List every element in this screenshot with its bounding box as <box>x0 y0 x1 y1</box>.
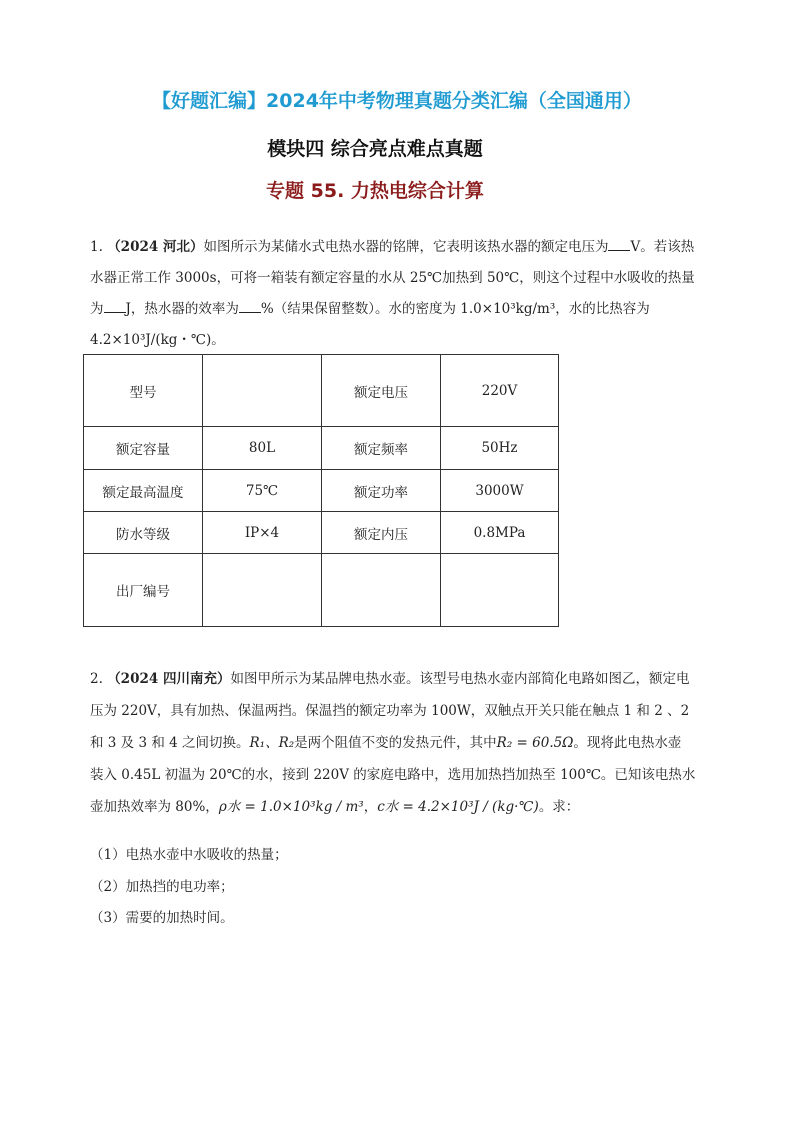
table-cell: 额定内压 <box>322 512 441 554</box>
table-cell <box>441 554 559 627</box>
answer-blank[interactable] <box>239 300 261 313</box>
table-cell: 额定电压 <box>322 355 441 427</box>
question-text: 是两个阻值不变的发热元件，其中 <box>294 735 497 751</box>
sub-question: （3）需要的加热时间。 <box>90 910 234 926</box>
question-text: V。若该热 <box>630 239 695 255</box>
table-row <box>84 470 559 512</box>
question-text: 如图甲所示为某品牌电热水壶。该型号电热水壶内部简化电路如图乙，额定电 <box>230 671 690 687</box>
table-cell: 额定容量 <box>84 427 203 470</box>
question-text: %（结果保留整数）。水的密度为 1.0×10³kg/m³，水的比热容为 <box>260 301 650 317</box>
question-text: 压为 220V，具有加热、保温两挡。保温挡的额定功率为 100W，双触点开关只能在触点 1 和 2 、2 <box>90 703 690 719</box>
question-text: 和 3 及 3 和 4 之间切换。 <box>90 735 250 751</box>
table-cell <box>322 554 441 627</box>
collection-title: 【好题汇编】2024年中考物理真题分类汇编（全国通用） <box>152 90 642 112</box>
table-cell: IP×4 <box>203 512 322 554</box>
table-row <box>84 554 559 627</box>
formula: R₂ = 60.5Ω <box>496 735 574 751</box>
question-text: ， <box>363 799 378 815</box>
table-row <box>84 355 559 427</box>
answer-blank[interactable] <box>608 238 630 251</box>
question-source: （2024 河北） <box>107 239 204 255</box>
table-cell <box>203 554 322 627</box>
table-cell: 220V <box>441 355 559 427</box>
table-cell: 型号 <box>84 355 203 427</box>
table-cell <box>203 355 322 427</box>
table-cell: 额定功率 <box>322 470 441 512</box>
question-text: 。求： <box>538 799 580 815</box>
table-cell: 出厂编号 <box>84 554 203 627</box>
table-cell: 3000W <box>441 470 559 512</box>
table-cell: 0.8MPa <box>441 512 559 554</box>
question-text: 为 <box>90 301 104 317</box>
answer-blank[interactable] <box>104 300 126 313</box>
question-text: 如图所示为某储水式电热水器的铭牌，它表明该热水器的额定电压为 <box>203 239 609 255</box>
topic-title: 专题 55. 力热电综合计算 <box>266 180 484 202</box>
table-row <box>84 512 559 554</box>
question-text: 水器正常工作 3000s，可将一箱装有额定容量的水从 25℃加热到 50℃，则这个过程中水吸收的热量 <box>90 270 695 286</box>
formula: c水 = 4.2×10³J / (kg·℃) <box>377 799 539 815</box>
module-title: 模块四 综合亮点难点真题 <box>267 138 483 160</box>
question-text: J，热水器的效率为 <box>125 301 239 317</box>
question-text: 。现将此电热水壶 <box>573 735 682 751</box>
table-cell: 额定最高温度 <box>84 470 203 512</box>
nameplate-table <box>83 354 559 627</box>
table-cell: 防水等级 <box>84 512 203 554</box>
formula: ρ水 = 1.0×10³kg / m³ <box>218 799 364 815</box>
question-2 <box>90 663 715 823</box>
question-source: （2024 四川南充） <box>107 671 231 687</box>
sub-question: （1）电热水壶中水吸收的热量； <box>90 847 288 863</box>
question-number: 1. <box>90 239 103 255</box>
question-text: 4.2×10³J/(kg・℃)。 <box>90 332 225 348</box>
question-number: 2. <box>90 671 103 687</box>
table-cell: 75℃ <box>203 470 322 512</box>
question-text: 装入 0.45L 初温为 20℃的水，接到 220V 的家庭电路中，选用加热挡加热至 100℃。已知该电热水 <box>90 767 696 783</box>
sub-question: （2）加热挡的电功率； <box>90 879 234 895</box>
formula: R₁、R₂ <box>249 735 295 751</box>
table-cell: 50Hz <box>441 427 559 470</box>
question-1 <box>90 232 715 356</box>
question-text: 壶加热效率为 80%， <box>90 799 219 815</box>
table-row <box>84 427 559 470</box>
table-cell: 80L <box>203 427 322 470</box>
table-cell: 额定频率 <box>322 427 441 470</box>
